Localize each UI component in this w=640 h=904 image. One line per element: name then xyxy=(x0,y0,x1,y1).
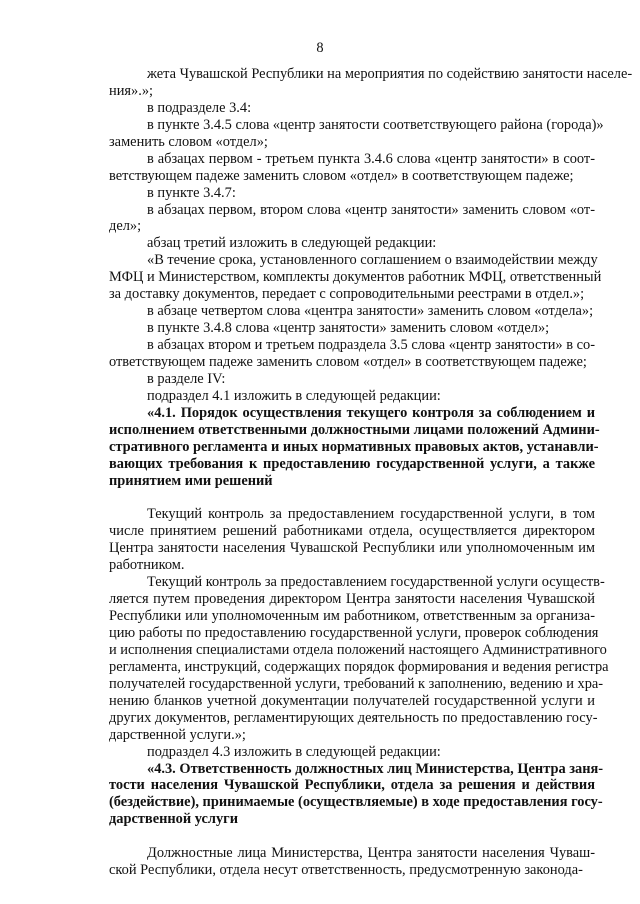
text-line: стративного регламента и иных нормативных правовых актов, устанавли- xyxy=(109,438,599,455)
body-paragraph xyxy=(109,303,595,320)
body-paragraph xyxy=(109,388,595,405)
body-paragraph xyxy=(109,371,595,388)
text-line: исполнением ответственными должностными лицами положений Админи- xyxy=(109,421,600,438)
text-line: Текущий контроль за предоставлением государственной услуги, в том xyxy=(147,506,595,523)
text-line: ветствующем падеже заменить словом «отдел» в соответствующем падеже; xyxy=(109,167,574,184)
text-line: принятием ими решений xyxy=(109,472,273,489)
text-line: числе принятием решений работниками отдела, осуществляется директором xyxy=(109,523,595,540)
text-line: абзац третий изложить в следующей редакции: xyxy=(147,235,437,252)
text-line: заменить словом «отдел»; xyxy=(109,133,268,150)
text-line: ния».»; xyxy=(109,82,154,99)
text-line: подраздел 4.1 изложить в следующей редакции: xyxy=(147,387,441,404)
text-line: за доставку документов, передает с сопроводительными реестрами в отдел.»; xyxy=(109,286,585,303)
text-line: в разделе IV: xyxy=(147,370,226,387)
text-line: в абзацах первом, втором слова «центр занятости» заменить словом «от- xyxy=(147,201,595,218)
body-paragraph xyxy=(109,235,595,252)
text-line: в пункте 3.4.8 слова «центр занятости» заменить словом «отдел»; xyxy=(147,320,550,337)
body-paragraph xyxy=(109,202,595,236)
text-line: дел»; xyxy=(109,218,142,235)
paragraph-spacer xyxy=(109,828,595,845)
body-paragraph xyxy=(109,66,633,100)
document-body xyxy=(109,66,633,879)
text-line: ской Республики, отдела несут ответственность, предусмотренную законода- xyxy=(109,862,583,879)
text-line: вающих требования к предоставлению государственной услуги, а также xyxy=(109,455,595,472)
text-line: Должностные лица Министерства, Центра занятости населения Чуваш- xyxy=(147,845,595,862)
text-line: и исполнения специалистами отдела положений настоящего Административного xyxy=(109,641,607,658)
body-paragraph xyxy=(109,185,595,202)
text-line: «В течение срока, установленного соглашением о взаимодействии между xyxy=(147,252,598,269)
text-line: в абзацах первом - третьем пункта 3.4.6 слова «центр занятости» в соот- xyxy=(147,150,595,167)
body-paragraph xyxy=(109,320,595,337)
bold-heading-paragraph xyxy=(109,404,600,490)
body-paragraph xyxy=(109,337,595,371)
text-line: других документов, регламентирующих деятельность по предоставлению госу- xyxy=(109,709,598,726)
text-line: дарственной услуги.»; xyxy=(109,726,246,743)
body-paragraph xyxy=(109,744,595,761)
text-line: цию работы по предоставлению государственной услуги, проверок соблюдения xyxy=(109,625,599,641)
bold-heading-paragraph xyxy=(109,760,604,829)
text-line: тости населения Чувашской Республики, отдела за решения и действия xyxy=(109,777,595,794)
body-paragraph xyxy=(109,252,602,303)
text-line: в подразделе 3.4: xyxy=(147,99,252,116)
body-paragraph xyxy=(109,100,595,117)
text-line: в пункте 3.4.5 слова «центр занятости соответствующего района (города)» xyxy=(147,116,604,133)
text-line: дарственной услуги xyxy=(109,811,238,828)
body-paragraph xyxy=(109,574,609,743)
paragraph-spacer xyxy=(109,489,595,506)
text-line: «4.1. Порядок осуществления текущего контроля за соблюдением и xyxy=(147,404,595,421)
body-paragraph xyxy=(109,116,604,151)
text-line: получателей государственной услуги, требований к заполнению, ведению и хра- xyxy=(109,675,604,692)
text-line: в пункте 3.4.7: xyxy=(147,184,236,201)
text-line: в абзаце четвертом слова «центра занятости» заменить словом «отдела»; xyxy=(147,303,594,320)
text-line: жета Чувашской Республики на мероприятия по содействию занятости населе- xyxy=(147,66,633,82)
text-line: ляется путем проведения директором Центра занятости населения Чувашской xyxy=(109,591,595,608)
text-line: работником. xyxy=(109,557,185,574)
text-line: МФЦ и Министерством, комплекты документов работник МФЦ, ответственный xyxy=(109,269,602,286)
text-line: «4.3. Ответственность должностных лиц Министерства, Центра заня- xyxy=(147,760,604,777)
text-line: Республики или уполномоченным им работником, ответственным за организа- xyxy=(109,608,595,625)
body-paragraph xyxy=(109,845,595,879)
body-paragraph xyxy=(109,151,595,185)
text-line: подраздел 4.3 изложить в следующей редакции: xyxy=(147,743,441,760)
text-line: Центра занятости населения Чувашской Республики или уполномоченным им xyxy=(109,540,595,557)
text-line: Текущий контроль за предоставлением государственной услуги осуществ- xyxy=(147,574,605,591)
text-line: нению бланков учетной документации получателей государственной услуги и xyxy=(109,692,595,709)
text-line: в абзацах втором и третьем подраздела 3.5 слова «центр занятости» в со- xyxy=(147,337,595,353)
text-line: регламента, инструкций, содержащих порядок формирования и ведения регистра xyxy=(109,658,609,675)
body-paragraph xyxy=(109,506,595,574)
text-line: ответствующем падеже заменить словом «отдел» в соответствующем падеже; xyxy=(109,353,587,370)
text-line: (бездействие), принимаемые (осуществляемые) в ходе предоставления госу- xyxy=(109,794,603,811)
page-number: 8 xyxy=(316,40,324,56)
